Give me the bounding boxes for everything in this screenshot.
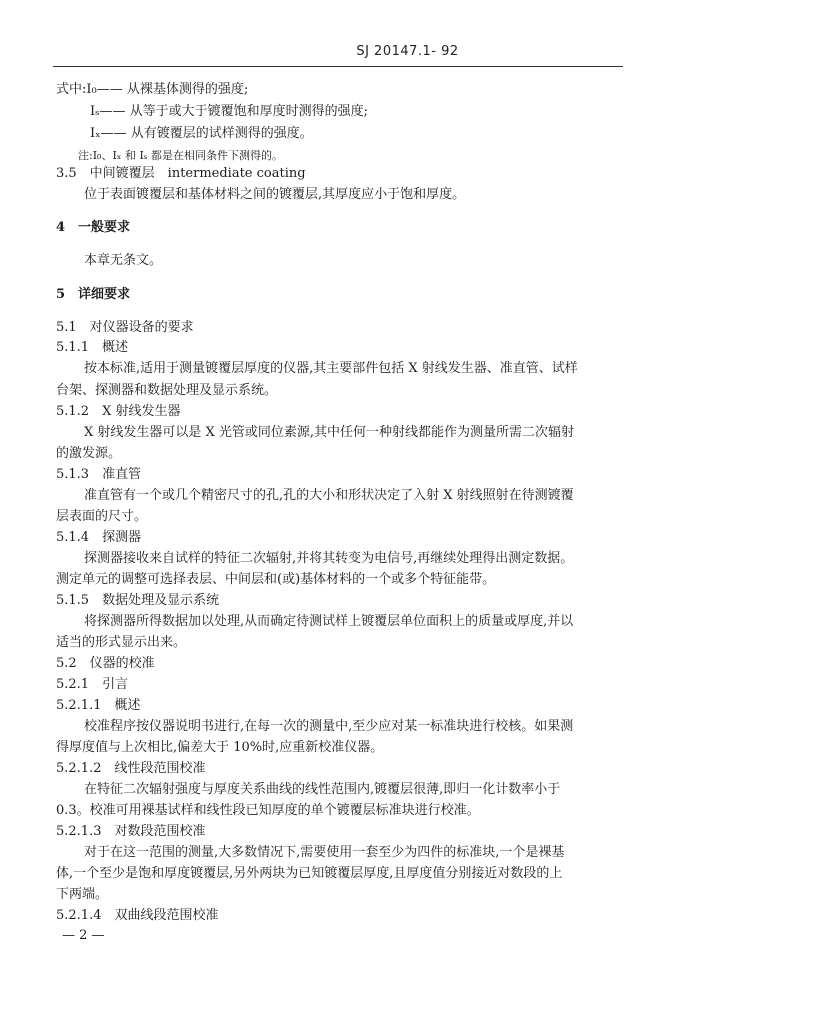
formula-legend-is: Iₛ—— 从等于或大于镀覆饱和厚度时测得的强度;: [90, 104, 369, 119]
paragraph-5-2-1-2-line-2: 0.3。校准可用裸基试样和线性段已知厚度的单个镀覆层标准块进行校准。: [56, 803, 480, 818]
section-heading-5-2-1-1: 5.2.1.1 概述: [56, 698, 141, 713]
section-heading-5-1-4: 5.1.4 探测器: [56, 530, 142, 545]
paragraph-5-1-2-line-2: 的激发源。: [56, 446, 122, 461]
formula-note: 注:I₀、Iₓ 和 Iₛ 都是在相同条件下测得的。: [78, 149, 284, 162]
paragraph-5-2-1-3-line-3: 下两端。: [56, 887, 109, 902]
paragraph-5-2-1-1-line-1: 校准程序按仪器说明书进行,在每一次的测量中,至少应对某一标准块进行校核。如果测: [84, 719, 574, 734]
paragraph-5-2-1-1-line-2: 得厚度值与上次相比,偏差大于 10%时,应重新校准仪器。: [56, 740, 384, 755]
paragraph-5-1-1-line-2: 台架、探测器和数据处理及显示系统。: [56, 383, 278, 398]
section-heading-5: 5 详细要求: [56, 287, 131, 302]
paragraph-5-1-4-line-2: 测定单元的调整可选择表层、中间层和(或)基体材料的一个或多个特征能带。: [56, 572, 496, 587]
paragraph-5-1-5-line-1: 将探测器所得数据加以处理,从而确定待测试样上镀覆层单位面积上的质量或厚度,并以: [84, 614, 574, 629]
section-heading-5-2-1-4: 5.2.1.4 双曲线段范围校准: [56, 908, 219, 923]
paragraph-4: 本章无条文。: [84, 253, 163, 268]
section-heading-5-1-1: 5.1.1 概述: [56, 340, 129, 355]
paragraph-5-2-1-2-line-1: 在特征二次辐射强度与厚度关系曲线的线性范围内,镀覆层很薄,即归一化计数率小于: [84, 782, 561, 797]
paragraph-5-1-4-line-1: 探测器接收来自试样的特征二次辐射,并将其转变为电信号,再继续处理得出测定数据。: [84, 551, 574, 566]
paragraph-5-2-1-3-line-2: 体,一个至少是饱和厚度镀覆层,另外两块为已知镀覆层厚度,且厚度值分别接近对数段的上: [56, 866, 563, 881]
section-heading-5-1-2: 5.1.2 X 射线发生器: [56, 404, 181, 419]
section-heading-5-2: 5.2 仪器的校准: [56, 656, 155, 671]
section-heading-5-2-1-3: 5.2.1.3 对数段范围校准: [56, 824, 206, 839]
formula-legend-i0: 式中:I₀—— 从裸基体测得的强度;: [56, 82, 249, 97]
paragraph-5-1-3-line-1: 准直管有一个或几个精密尺寸的孔,孔的大小和形状决定了入射 X 射线照射在待测镀覆: [84, 488, 574, 503]
page-number: — 2 —: [62, 928, 105, 943]
section-heading-3-5: 3.5 中间镀覆层 intermediate coating: [56, 166, 306, 181]
section-heading-5-1-5: 5.1.5 数据处理及显示系统: [56, 593, 220, 608]
section-heading-5-1: 5.1 对仪器设备的要求: [56, 320, 194, 335]
standard-code-header: SJ 20147.1- 92: [356, 44, 459, 59]
section-heading-5-2-1-2: 5.2.1.2 线性段范围校准: [56, 761, 206, 776]
paragraph-5-1-5-line-2: 适当的形式显示出来。: [56, 635, 187, 650]
header-rule: [53, 66, 623, 67]
paragraph-5-1-3-line-2: 层表面的尺寸。: [56, 509, 148, 524]
paragraph-5-1-2-line-1: X 射线发生器可以是 X 光管或同位素源,其中任何一种射线都能作为测量所需二次辐射: [84, 425, 575, 440]
paragraph-5-2-1-3-line-1: 对于在这一范围的测量,大多数情况下,需要使用一套至少为四件的标准块,一个是裸基: [84, 845, 565, 860]
paragraph-3-5: 位于表面镀覆层和基体材料之间的镀覆层,其厚度应小于饱和厚度。: [84, 187, 466, 202]
section-heading-4: 4 一般要求: [56, 220, 131, 235]
paragraph-5-1-1-line-1: 按本标准,适用于测量镀覆层厚度的仪器,其主要部件包括 X 射线发生器、准直管、试样: [84, 361, 578, 376]
section-heading-5-2-1: 5.2.1 引言: [56, 677, 129, 692]
formula-legend-ix: Iₓ—— 从有镀覆层的试样测得的强度。: [90, 126, 313, 141]
section-heading-5-1-3: 5.1.3 准直管: [56, 467, 142, 482]
